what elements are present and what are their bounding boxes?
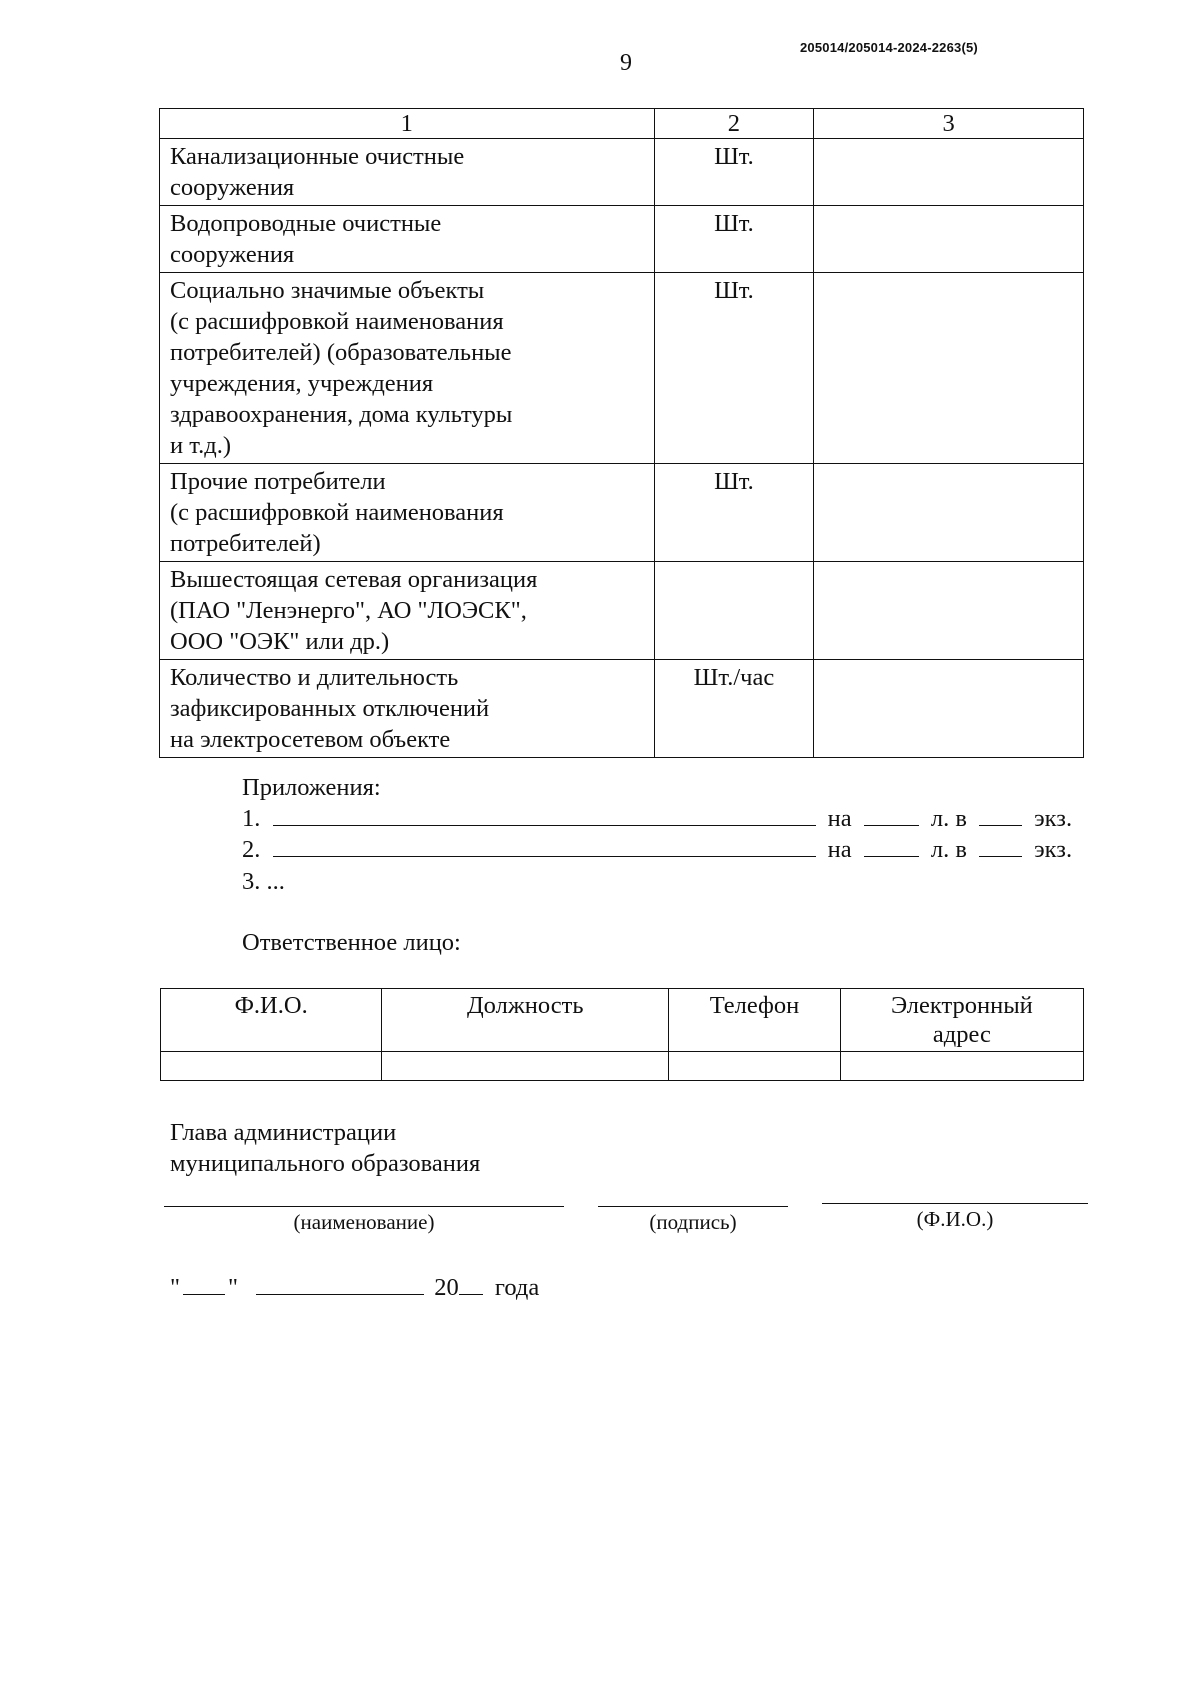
year-prefix: 20	[434, 1274, 459, 1301]
row-value-cell[interactable]	[814, 139, 1084, 206]
close-quote: "	[228, 1274, 239, 1301]
year-word: года	[494, 1274, 540, 1301]
row-unit-cell: Шт.	[654, 464, 814, 562]
responsible-header-row	[161, 989, 1084, 1052]
attachment-name-blank[interactable]	[273, 803, 816, 826]
caption-name: (наименование)	[293, 1210, 435, 1234]
row-value-cell[interactable]	[814, 660, 1084, 758]
row-value-cell[interactable]	[814, 464, 1084, 562]
name-signature-line[interactable]	[164, 1206, 564, 1207]
row-unit-cell: Шт.	[654, 206, 814, 273]
attachment-line-1	[242, 803, 1072, 834]
table-header-row	[160, 109, 1084, 139]
fio-signature-line[interactable]	[822, 1203, 1088, 1204]
sheets-label: л. в	[930, 836, 967, 863]
phone-input-cell[interactable]	[669, 1052, 841, 1081]
document-id: 205014/205014-2024-2263(5)	[800, 40, 978, 55]
header-col-1: 1	[160, 109, 655, 139]
copies-blank[interactable]	[979, 803, 1022, 826]
responsible-title: Ответственное лицо:	[242, 929, 461, 956]
page-number: 9	[620, 50, 632, 76]
table-row	[160, 206, 1084, 273]
attachment-number: 1.	[242, 805, 261, 832]
email-input-cell[interactable]	[840, 1052, 1083, 1081]
table-row	[160, 273, 1084, 464]
open-quote: "	[170, 1274, 181, 1301]
col-fio: Ф.И.О.	[161, 989, 382, 1052]
attachment-line-3: 3. ...	[242, 868, 285, 895]
sheets-blank[interactable]	[864, 834, 919, 857]
table-row	[160, 562, 1084, 660]
row-name-cell: Количество и длительность зафиксированных отключений на электросетевом объекте	[160, 660, 655, 758]
row-name-cell: Прочие потребители (с расшифровкой наименования потребителей)	[160, 464, 655, 562]
caption-sign: (подпись)	[649, 1210, 737, 1234]
signatory-title-1: Глава администрации	[170, 1119, 397, 1146]
day-blank[interactable]	[183, 1272, 225, 1295]
date-line	[170, 1272, 539, 1303]
signatory-title-2: муниципального образования	[170, 1150, 481, 1177]
attachments-title: Приложения:	[242, 774, 381, 801]
table-row	[160, 139, 1084, 206]
copies-label: экз.	[1034, 836, 1073, 863]
header-col-2: 2	[654, 109, 814, 139]
sheets-label: л. в	[930, 805, 967, 832]
row-value-cell[interactable]	[814, 206, 1084, 273]
col-position: Должность	[382, 989, 669, 1052]
copies-label: экз.	[1034, 805, 1073, 832]
month-blank[interactable]	[256, 1272, 424, 1295]
year-blank[interactable]	[459, 1272, 483, 1295]
attachment-line-2	[242, 834, 1072, 865]
consumers-table	[159, 108, 1084, 758]
table-row	[160, 464, 1084, 562]
col-email: Электронный адрес	[840, 989, 1083, 1052]
header-col-3: 3	[814, 109, 1084, 139]
responsible-input-row	[161, 1052, 1084, 1081]
row-unit-cell	[654, 562, 814, 660]
row-unit-cell: Шт./час	[654, 660, 814, 758]
row-name-cell: Водопроводные очистные сооружения	[160, 206, 655, 273]
copies-blank[interactable]	[979, 834, 1022, 857]
sign-signature-line[interactable]	[598, 1206, 788, 1207]
row-unit-cell: Шт.	[654, 139, 814, 206]
row-value-cell[interactable]	[814, 273, 1084, 464]
row-value-cell[interactable]	[814, 562, 1084, 660]
table-row	[160, 660, 1084, 758]
sheets-blank[interactable]	[864, 803, 919, 826]
attachment-name-blank[interactable]	[273, 834, 816, 857]
col-phone: Телефон	[669, 989, 841, 1052]
na-label: на	[827, 805, 852, 832]
row-name-cell: Канализационные очистные сооружения	[160, 139, 655, 206]
fio-input-cell[interactable]	[161, 1052, 382, 1081]
attachment-number: 2.	[242, 836, 261, 863]
row-name-cell: Вышестоящая сетевая организация (ПАО "Ленэнерго", АО "ЛОЭСК", ООО "ОЭК" или др.)	[160, 562, 655, 660]
caption-fio: (Ф.И.О.)	[916, 1207, 994, 1231]
position-input-cell[interactable]	[382, 1052, 669, 1081]
responsible-table	[160, 988, 1084, 1081]
row-name-cell: Социально значимые объекты (с расшифровкой наименования потребителей) (образовательные учреждения, учреждения здравоохранения, дома культуры и т.д.)	[160, 273, 655, 464]
na-label: на	[827, 836, 852, 863]
row-unit-cell: Шт.	[654, 273, 814, 464]
